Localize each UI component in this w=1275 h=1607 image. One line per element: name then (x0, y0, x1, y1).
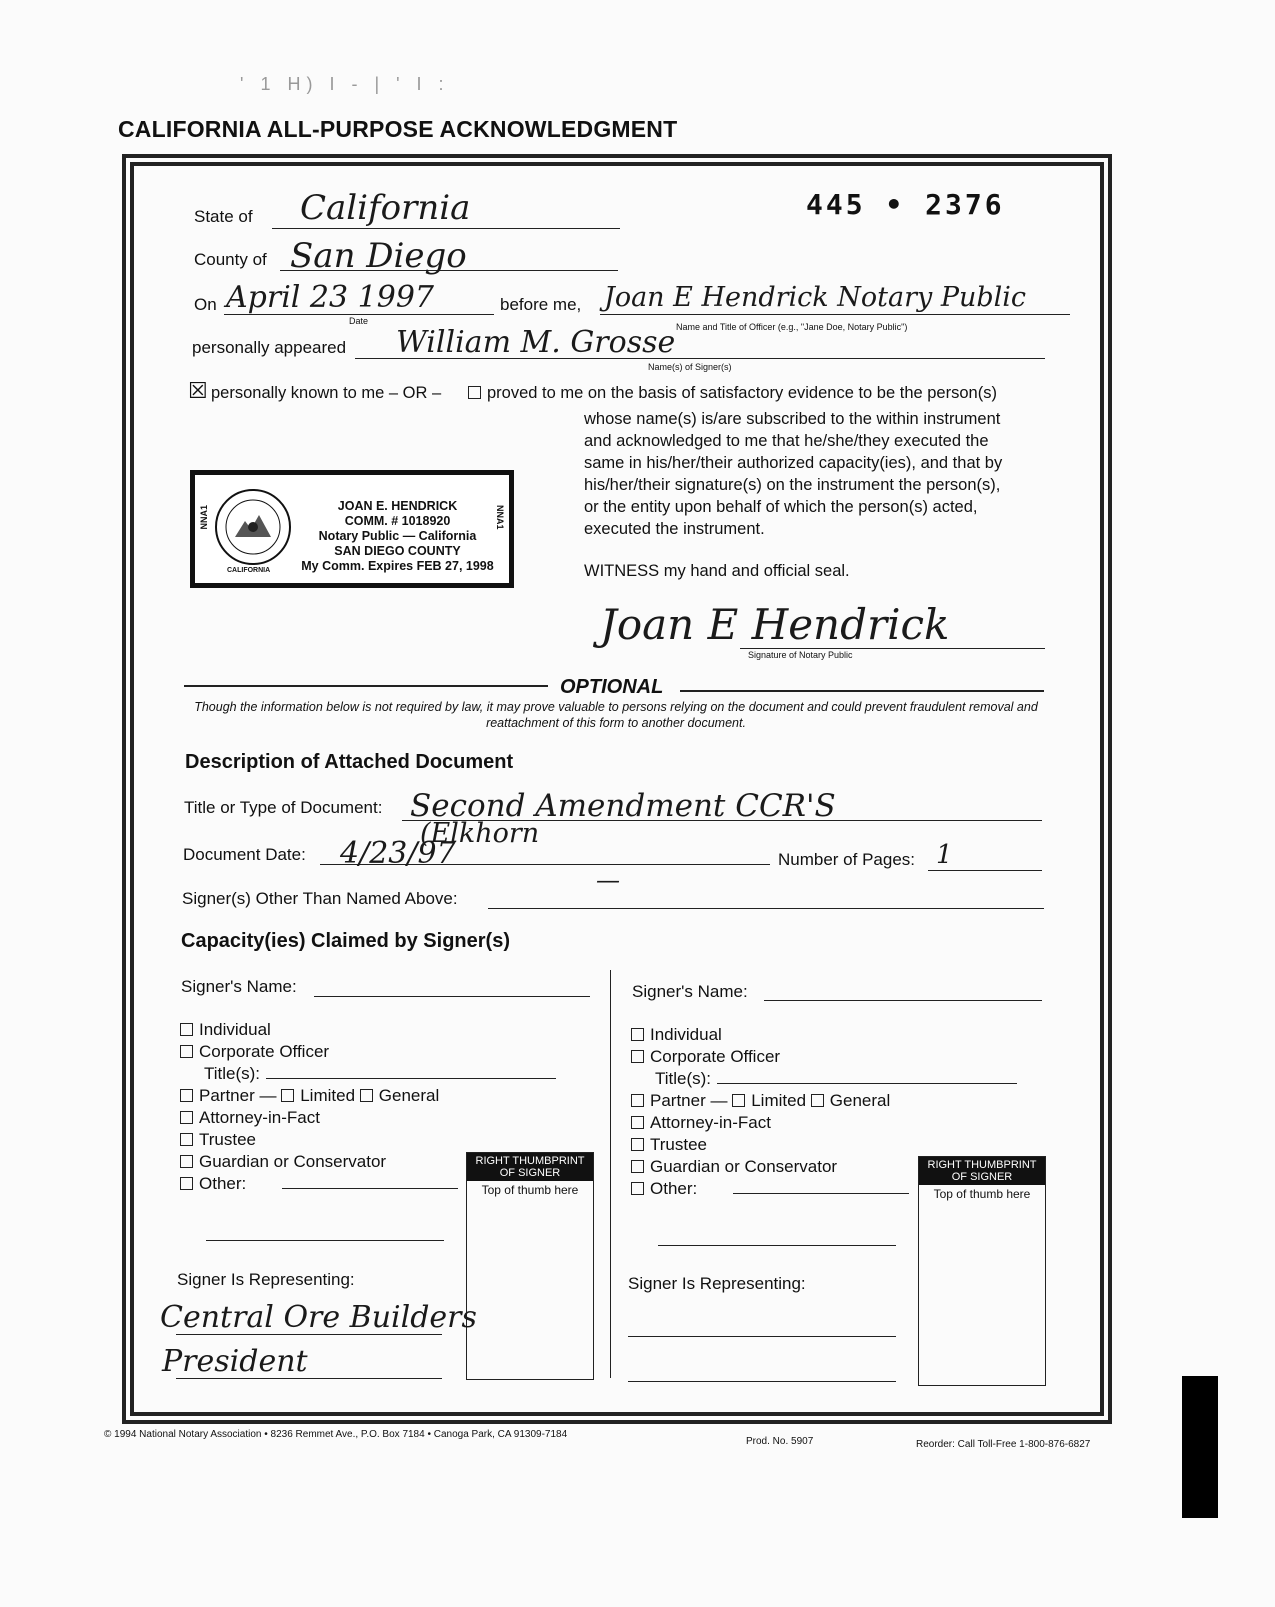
right-individual-checkbox[interactable] (631, 1028, 644, 1041)
notary-seal-stamp (190, 470, 514, 588)
right-other-field[interactable] (733, 1193, 909, 1194)
other-option: Other: (199, 1174, 247, 1193)
capacity-heading: Capacity(ies) Claimed by Signer(s) (181, 930, 510, 952)
thumbprint-subtext: Top of thumb here (481, 1183, 579, 1197)
proved-row (468, 382, 997, 404)
thumbprint-header: RIGHT THUMBPRINT OF SIGNER (467, 1153, 593, 1181)
partner-option: Partner — (199, 1086, 277, 1105)
form-title: CALIFORNIA ALL-PURPOSE ACKNOWLEDGMENT (118, 116, 678, 142)
guardian-option: Guardian or Conservator (650, 1157, 838, 1176)
officer-field[interactable]: Joan E Hendrick Notary Public (604, 282, 1027, 313)
description-heading: Description of Attached Document (185, 751, 514, 773)
individual-option: Individual (199, 1020, 271, 1039)
left-representing-label: Signer Is Representing: (177, 1270, 355, 1289)
attorney-option: Attorney-in-Fact (650, 1113, 771, 1132)
seal-line: Notary Public — California (318, 529, 477, 543)
right-attorney-checkbox[interactable] (631, 1116, 644, 1129)
optional-note: Though the information below is not required by law, it may prove valuable to persons relying on the document and could prevent fraudulent removal and reattachment of this form to another document. (194, 700, 1038, 730)
officer-caption: Name and Title of Officer (e.g., "Jane Doe, Notary Public") (676, 322, 908, 332)
proved-text: proved to me on the basis of satisfactory evidence to be the person(s) (487, 384, 997, 402)
left-trustee-checkbox[interactable] (180, 1133, 193, 1146)
column-divider (610, 970, 611, 1378)
left-titles-field[interactable] (266, 1078, 556, 1079)
seal-line: My Comm. Expires FEB 27, 1998 (301, 559, 494, 573)
right-thumbprint-box[interactable] (918, 1156, 1046, 1386)
signer-caption: Name(s) of Signer(s) (648, 362, 732, 372)
seal-side-right: NNA1 (495, 505, 505, 530)
pages-label: Number of Pages: (778, 850, 916, 869)
seal-side-left: NNA1 (199, 505, 209, 530)
state-seal-emblem-icon (213, 487, 293, 567)
seal-line: COMM. # 1018920 (344, 514, 451, 528)
footer-reorder: Reorder: Call Toll-Free 1-800-876-6827 (916, 1439, 1091, 1450)
attorney-option: Attorney-in-Fact (199, 1108, 320, 1127)
left-individual-checkbox[interactable] (180, 1023, 193, 1036)
right-partner-checkbox[interactable] (631, 1094, 644, 1107)
right-other-field-line-2[interactable] (658, 1245, 896, 1246)
left-signer-name-field[interactable] (314, 996, 590, 997)
left-attorney-checkbox[interactable] (180, 1111, 193, 1124)
left-representing-line-2 (176, 1378, 442, 1379)
limited-option: Limited (300, 1086, 356, 1105)
partner-option: Partner — (650, 1091, 728, 1110)
other-signers-field[interactable]: — (596, 866, 620, 894)
left-representing-line-1 (176, 1334, 442, 1335)
known-checkbox[interactable]: ☒ (188, 378, 208, 403)
witness-text: WITNESS my hand and official seal. (584, 562, 850, 580)
seal-text (290, 499, 505, 574)
seal-emblem-text: CALIFORNIA (227, 567, 271, 574)
doc-title-field[interactable]: Second Amendment CCR'S (410, 788, 836, 824)
thumbprint-subtext: Top of thumb here (933, 1187, 1031, 1201)
body-line: executed the instrument. (584, 520, 765, 538)
optional-rule-right (680, 690, 1044, 692)
signer-field[interactable]: William M. Grosse (396, 325, 676, 360)
body-line: his/her/their signature(s) on the instrument the person(s), (584, 476, 1001, 494)
document-number: 445 • 2376 (806, 188, 1005, 221)
notary-signature-line (740, 648, 1045, 649)
notary-signature-caption: Signature of Notary Public (748, 650, 853, 660)
appeared-label: personally appeared (192, 338, 347, 357)
date-caption: Date (349, 316, 369, 326)
other-signers-label: Signer(s) Other Than Named Above: (182, 889, 458, 908)
doc-title-label: Title or Type of Document: (184, 798, 383, 817)
thumbprint-header: RIGHT THUMBPRINT OF SIGNER (919, 1157, 1045, 1185)
right-corporate-officer-checkbox[interactable] (631, 1050, 644, 1063)
acknowledgment-paragraph (584, 408, 1002, 540)
pages-line (928, 870, 1042, 871)
before-me-label: before me, (500, 295, 582, 314)
right-representing-line-1[interactable] (628, 1336, 896, 1337)
doc-date-label: Document Date: (183, 845, 306, 864)
right-signer-name-field[interactable] (764, 1000, 1042, 1001)
optional-heading: OPTIONAL (560, 676, 664, 698)
body-line: and acknowledged to me that he/she/they executed the (584, 432, 989, 450)
titles-label: Title(s): (204, 1064, 261, 1083)
faded-stamp-text: ' 1 H) I - | ' I : (240, 74, 450, 94)
left-representing-field-1[interactable]: Central Ore Builders (160, 1300, 477, 1335)
left-limited-checkbox[interactable] (281, 1089, 294, 1102)
general-option: General (829, 1091, 891, 1110)
officer-line (600, 314, 1070, 315)
notary-signature[interactable]: Joan E Hendrick (600, 600, 950, 649)
right-trustee-checkbox[interactable] (631, 1138, 644, 1151)
guardian-option: Guardian or Conservator (199, 1152, 387, 1171)
right-representing-line-2[interactable] (628, 1381, 896, 1382)
seal-line: SAN DIEGO COUNTY (334, 544, 461, 558)
left-general-checkbox[interactable] (360, 1089, 373, 1102)
state-label: State of (194, 207, 253, 226)
right-titles-field[interactable] (717, 1083, 1017, 1084)
on-label: On (194, 295, 217, 314)
general-option: General (378, 1086, 440, 1105)
titles-label: Title(s): (655, 1069, 712, 1088)
date-field[interactable]: April 23 1997 (226, 280, 434, 315)
other-option: Other: (650, 1179, 698, 1198)
other-signers-line (488, 908, 1044, 909)
limited-option: Limited (751, 1091, 807, 1110)
left-other-field-line-2[interactable] (206, 1240, 444, 1241)
right-representing-label: Signer Is Representing: (628, 1274, 806, 1293)
county-field[interactable]: San Diego (290, 236, 467, 276)
trustee-option: Trustee (199, 1130, 257, 1149)
pages-field[interactable]: 1 (936, 840, 953, 870)
left-corporate-officer-checkbox[interactable] (180, 1045, 193, 1058)
corporate-officer-option: Corporate Officer (199, 1042, 330, 1061)
scan-edge-mark (1182, 1376, 1218, 1518)
trustee-option: Trustee (650, 1135, 708, 1154)
right-limited-checkbox[interactable] (732, 1094, 745, 1107)
optional-rule-left (184, 685, 548, 687)
body-line: whose name(s) is/are subscribed to the within instrument (584, 410, 1001, 428)
body-line: same in his/her/their authorized capacity(ies), and that by (584, 454, 1003, 472)
right-general-checkbox[interactable] (811, 1094, 824, 1107)
right-signer-name-label: Signer's Name: (632, 982, 748, 1001)
known-text: personally known to me – OR – (211, 384, 442, 402)
footer-prod-number: Prod. No. 5907 (746, 1436, 814, 1447)
doc-date-field[interactable]: 4/23/97 (340, 836, 456, 871)
county-label: County of (194, 250, 267, 269)
body-line: or the entity upon behalf of which the person(s) acted, (584, 498, 978, 516)
left-other-field[interactable] (282, 1188, 458, 1189)
left-representing-field-2[interactable]: President (162, 1344, 308, 1379)
corporate-officer-option: Corporate Officer (650, 1047, 781, 1066)
footer-copyright: © 1994 National Notary Association • 8236 Remmet Ave., P.O. Box 7184 • Canoga Park, CA 91309-7184 (104, 1429, 568, 1440)
left-guardian-checkbox[interactable] (180, 1155, 193, 1168)
doc-title-field-2[interactable]: (Elkhorn (420, 818, 540, 849)
left-other-checkbox[interactable] (180, 1177, 193, 1190)
individual-option: Individual (650, 1025, 722, 1044)
proved-checkbox[interactable] (468, 386, 481, 399)
seal-line: JOAN E. HENDRICK (337, 499, 458, 513)
state-field[interactable]: California (300, 188, 471, 228)
state-line (272, 228, 620, 229)
left-signer-name-label: Signer's Name: (181, 977, 297, 996)
right-other-checkbox[interactable] (631, 1182, 644, 1195)
right-guardian-checkbox[interactable] (631, 1160, 644, 1173)
left-partner-checkbox[interactable] (180, 1089, 193, 1102)
left-thumbprint-box[interactable] (466, 1152, 594, 1380)
